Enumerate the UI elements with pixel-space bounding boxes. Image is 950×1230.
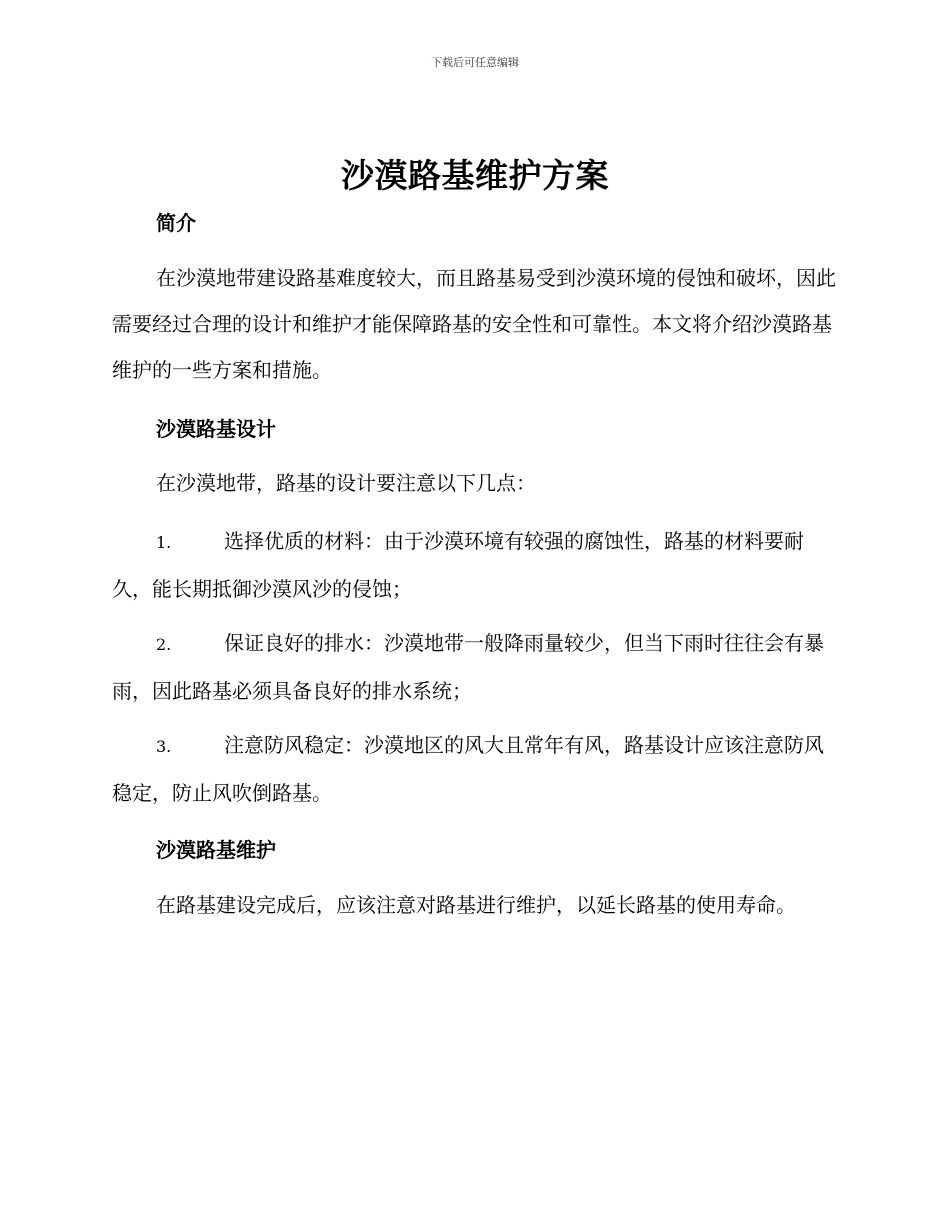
- list-item: [112, 620, 838, 714]
- list-item-number: 1.: [156, 533, 172, 552]
- list-item-number: 2.: [156, 635, 172, 654]
- list-item: [112, 722, 838, 816]
- design-list-item: [112, 722, 838, 816]
- list-item-text: 注意防风稳定：沙漠地区的风大且常年有风，路基设计应该注意防风稳定，防止风吹倒路基。: [112, 733, 824, 805]
- header-note: 下载后可任意编辑: [431, 56, 519, 69]
- section-heading-intro: 简介: [156, 211, 196, 235]
- list-item-text: 保证良好的排水：沙漠地带一般降雨量较少，但当下雨时往往会有暴雨，因此路基必须具备良好的排水系统；: [112, 631, 824, 703]
- list-item-number: 3.: [156, 737, 172, 756]
- section-heading-maintenance: 沙漠路基维护: [156, 838, 276, 862]
- intro-paragraph: 在沙漠地带建设路基难度较大，而且路基易受到沙漠环境的侵蚀和破坏，因此需要经过合理的设计和维护才能保障路基的安全性和可靠性。本文将介绍沙漠路基维护的一些方案和措施。: [112, 266, 836, 382]
- design-paragraph: 在沙漠地带，路基的设计要注意以下几点：: [156, 471, 536, 495]
- list-item-text: 选择优质的材料：由于沙漠环境有较强的腐蚀性，路基的材料要耐久，能长期抵御沙漠风沙的侵蚀；: [112, 529, 804, 601]
- maintenance-paragraph: 在路基建设完成后，应该注意对路基进行维护，以延长路基的使用寿命。: [156, 893, 796, 917]
- section-heading-design: 沙漠路基设计: [156, 417, 276, 441]
- list-item: [112, 518, 838, 612]
- design-list-item: [112, 518, 838, 612]
- intro-paragraph-block: [112, 255, 838, 393]
- document-title: 沙漠路基维护方案: [341, 156, 609, 195]
- design-paragraph-block: [112, 460, 838, 506]
- maintenance-paragraph-block: [112, 882, 838, 928]
- design-list-item: [112, 620, 838, 714]
